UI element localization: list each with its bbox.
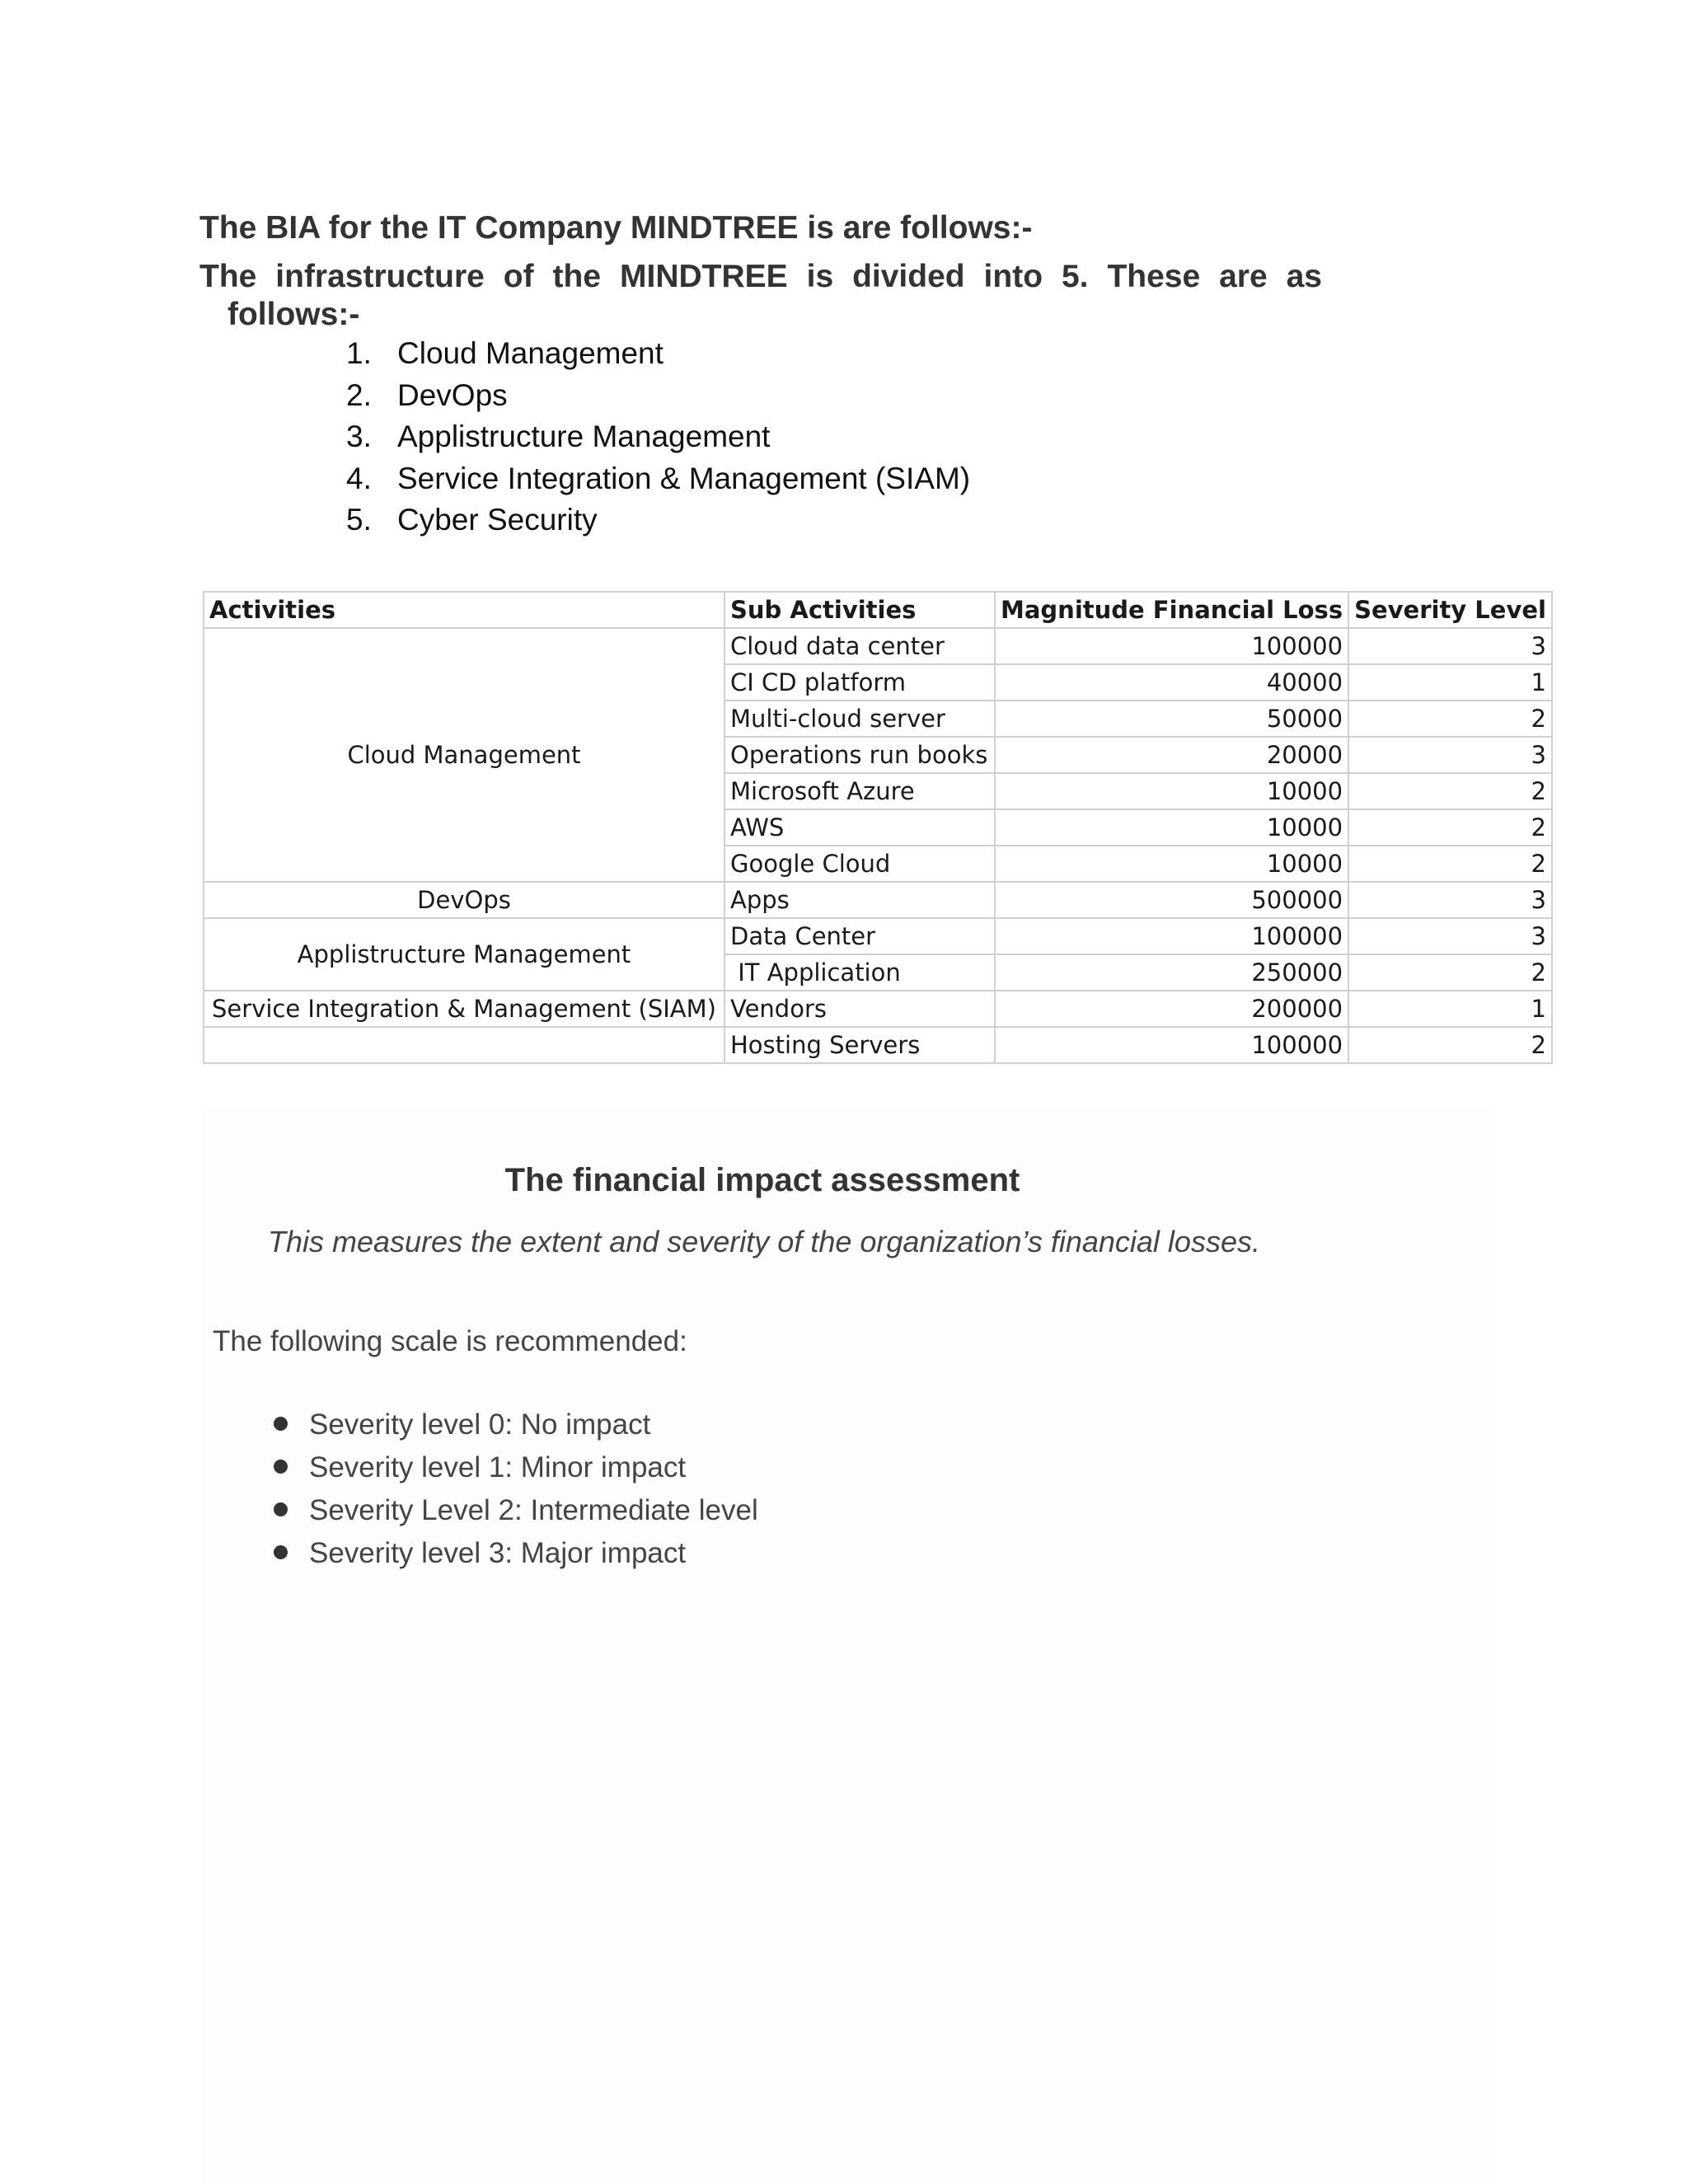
loss-cell: 200000 <box>995 991 1348 1027</box>
severity-scale-list <box>274 1404 758 1575</box>
loss-cell: 500000 <box>995 882 1348 918</box>
severity-cell: 2 <box>1348 773 1552 809</box>
list-number: 2. <box>346 377 372 412</box>
severity-cell: 3 <box>1348 882 1552 918</box>
list-label: DevOps <box>397 377 508 412</box>
scale-item-label: Severity Level 2: Intermediate level <box>309 1494 758 1526</box>
loss-cell: 50000 <box>995 701 1348 737</box>
list-label: Service Integration & Management (SIAM) <box>397 461 971 495</box>
severity-cell: 1 <box>1348 664 1552 701</box>
list-number: 4. <box>346 461 372 495</box>
severity-cell: 2 <box>1348 701 1552 737</box>
severity-cell: 2 <box>1348 809 1552 846</box>
loss-cell: 10000 <box>995 809 1348 846</box>
severity-cell: 3 <box>1348 737 1552 773</box>
activity-cell: Cloud Management <box>204 628 724 882</box>
list-item <box>274 1404 758 1446</box>
loss-cell: 250000 <box>995 954 1348 991</box>
header-activities: Activities <box>204 592 724 628</box>
list-label: Cloud Management <box>397 336 663 370</box>
loss-cell: 100000 <box>995 628 1348 664</box>
list-item <box>274 1532 758 1575</box>
list-item <box>346 458 970 500</box>
header-sub-activities: Sub Activities <box>724 592 995 628</box>
table-row <box>204 991 1552 1027</box>
list-label: Cyber Security <box>397 503 598 537</box>
loss-cell: 100000 <box>995 1027 1348 1063</box>
sub-activity-cell: Cloud data center <box>724 628 995 664</box>
list-number: 1. <box>346 336 372 370</box>
sub-activity-cell: Multi-cloud server <box>724 701 995 737</box>
severity-cell: 2 <box>1348 954 1552 991</box>
infrastructure-intro-continued: follows:- <box>227 297 360 332</box>
scale-item-label: Severity level 3: Major impact <box>309 1537 687 1569</box>
sub-activity-cell: Vendors <box>724 991 995 1027</box>
list-number: 3. <box>346 419 372 453</box>
scale-item-label: Severity level 0: No impact <box>309 1408 651 1441</box>
table-row <box>204 882 1552 918</box>
loss-cell: 20000 <box>995 737 1348 773</box>
sub-activity-cell: Hosting Servers <box>724 1027 995 1063</box>
sub-activity-cell: IT Application <box>724 954 995 991</box>
loss-cell: 40000 <box>995 664 1348 701</box>
scale-item-label: Severity level 1: Minor impact <box>309 1451 687 1483</box>
loss-cell: 10000 <box>995 773 1348 809</box>
bullet-icon <box>274 1417 288 1431</box>
list-item <box>274 1489 758 1532</box>
activity-cell: DevOps <box>204 882 724 918</box>
list-item <box>346 499 970 541</box>
severity-cell: 3 <box>1348 918 1552 954</box>
severity-cell: 1 <box>1348 991 1552 1027</box>
sub-activity-cell: Microsoft Azure <box>724 773 995 809</box>
list-item <box>346 375 970 417</box>
activity-cell <box>204 1027 724 1063</box>
list-item <box>346 333 970 375</box>
bullet-icon <box>274 1460 288 1474</box>
severity-cell: 3 <box>1348 628 1552 664</box>
activity-cell: Service Integration & Management (SIAM) <box>204 991 724 1027</box>
sub-activity-cell: AWS <box>724 809 995 846</box>
bia-title: The BIA for the IT Company MINDTREE is are follows:- <box>199 210 1033 246</box>
activity-cell: Applistructure Management <box>204 918 724 991</box>
scale-intro: The following scale is recommended: <box>213 1325 687 1357</box>
severity-cell: 2 <box>1348 846 1552 882</box>
list-label: Applistructure Management <box>397 419 771 453</box>
table-header-row <box>204 592 1552 628</box>
table-row <box>204 628 1552 664</box>
list-item <box>274 1446 758 1489</box>
bullet-icon <box>274 1502 288 1516</box>
severity-cell: 2 <box>1348 1027 1552 1063</box>
sub-activity-cell: Apps <box>724 882 995 918</box>
lower-panel-background <box>202 1104 1488 2184</box>
header-severity-level: Severity Level <box>1348 592 1552 628</box>
sub-activity-cell: CI CD platform <box>724 664 995 701</box>
sub-activity-cell: Data Center <box>724 918 995 954</box>
loss-cell: 100000 <box>995 918 1348 954</box>
financial-impact-title: The financial impact assessment <box>504 1162 1020 1198</box>
sub-activity-cell: Operations run books <box>724 737 995 773</box>
infrastructure-intro: The infrastructure of the MINDTREE is divided into 5. These are as <box>199 259 1322 294</box>
sub-activity-cell: Google Cloud <box>724 846 995 882</box>
bullet-icon <box>274 1545 288 1559</box>
infrastructure-list <box>346 333 970 541</box>
table-row <box>204 1027 1552 1063</box>
financial-impact-subtitle: This measures the extent and severity of the organization’s financial losses. <box>268 1225 1260 1258</box>
table-row <box>204 918 1552 954</box>
header-magnitude-financial-loss: Magnitude Financial Loss <box>995 592 1348 628</box>
list-number: 5. <box>346 503 372 537</box>
loss-cell: 10000 <box>995 846 1348 882</box>
bia-table <box>203 591 1553 1064</box>
list-item <box>346 416 970 458</box>
